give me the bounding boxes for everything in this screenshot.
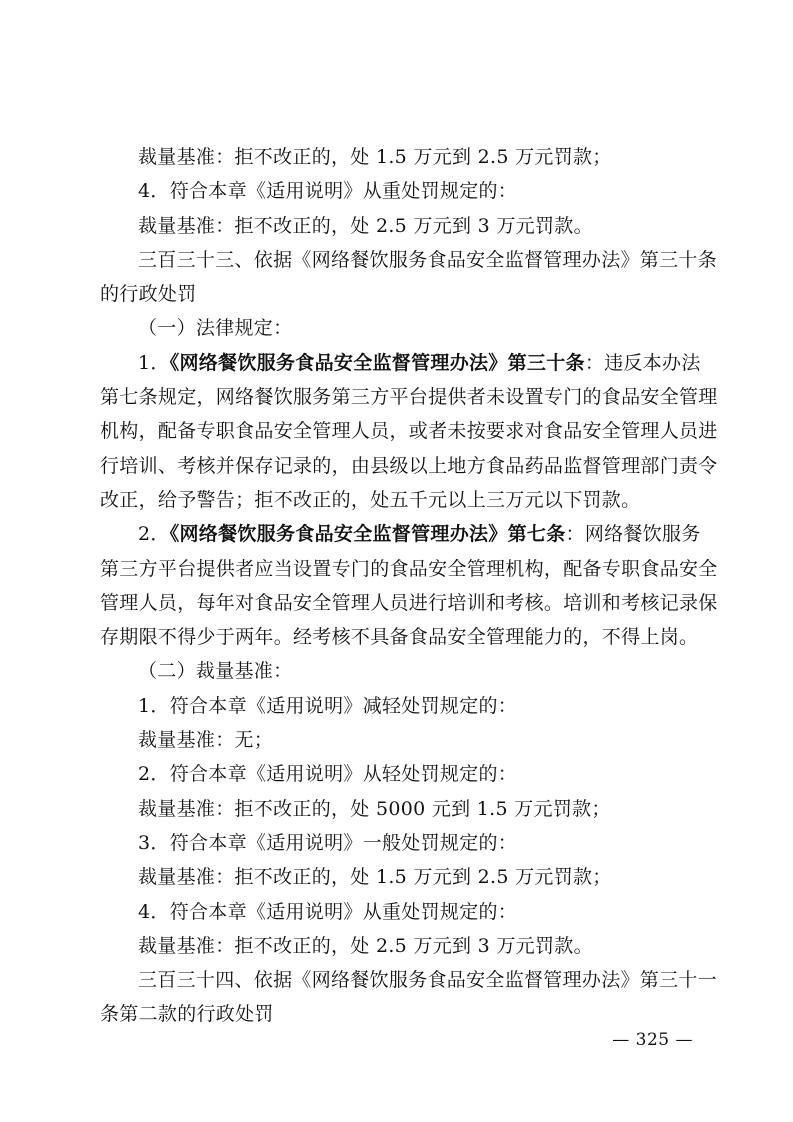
law-text-line: 机构，配备专职食品安全管理人员，或者未按要求对食品安全管理人员进: [100, 420, 718, 443]
discretion-line: 裁量基准：拒不改正的，处 1.5 万元到 2.5 万元罚款；: [138, 866, 612, 889]
body-text: [100, 140, 718, 1032]
criteria-item: 1．符合本章《适用说明》减轻处罚规定的：: [138, 694, 518, 717]
law-article-line: [100, 517, 700, 551]
section-heading: 三百三十四、依据《网络餐饮服务食品安全监督管理办法》第三十一: [138, 969, 718, 992]
section-heading: 三百三十三、依据《网络餐饮服务食品安全监督管理办法》第三十条: [138, 248, 718, 271]
criteria-item: 4．符合本章《适用说明》从重处罚规定的：: [138, 900, 518, 923]
criteria-item: 3．符合本章《适用说明》一般处罚规定的：: [138, 831, 518, 854]
page-number: — 325 —: [612, 1030, 693, 1050]
law-article-line: [100, 346, 700, 380]
law-text: ：违反本办法: [584, 351, 701, 374]
discretion-line: 裁量基准：拒不改正的，处 2.5 万元到 3 万元罚款。: [138, 934, 593, 957]
discretion-line: 裁量基准：拒不改正的，处 1.5 万元到 2.5 万元罚款；: [138, 146, 612, 168]
law-text: ：网络餐饮服务: [565, 523, 701, 546]
law-text-line: 管理人员，每年对食品安全管理人员进行培训和考核。培训和考核记录保: [100, 591, 718, 614]
criteria-item: 4．符合本章《适用说明》从重处罚规定的：: [138, 180, 518, 203]
law-text-line: 第三方平台提供者应当设置专门的食品安全管理机构，配备专职食品安全: [100, 557, 718, 580]
law-citation: 《网络餐饮服务食品安全监督管理办法》第七条: [169, 523, 566, 546]
item-number: 2．: [138, 523, 170, 546]
discretion-line: 裁量基准：拒不改正的，处 2.5 万元到 3 万元罚款。: [138, 214, 593, 237]
section-heading-cont: 条第二款的行政处罚: [100, 1003, 274, 1026]
law-text-line: 存期限不得少于两年。经考核不具备食品安全管理能力的，不得上岗。: [100, 626, 699, 649]
criteria-item: 2．符合本章《适用说明》从轻处罚规定的：: [138, 763, 518, 786]
law-text-line: 第七条规定，网络餐饮服务第三方平台提供者未设置专门的食品安全管理: [100, 386, 718, 409]
law-text-line: 行培训、考核并保存记录的，由县级以上地方食品药品监督管理部门责令: [100, 454, 718, 477]
discretion-line: 裁量基准：无；: [138, 729, 274, 752]
discretion-line: 裁量基准：拒不改正的，处 5000 元到 1.5 万元罚款；: [138, 797, 611, 820]
item-number: 1．: [138, 351, 170, 374]
law-citation: 《网络餐饮服务食品安全监督管理办法》第三十条: [169, 351, 585, 374]
law-text-line: 改正，给予警告；拒不改正的，处五千元以上三万元以下罚款。: [100, 488, 641, 511]
subsection-heading: （一）法律规定：: [138, 317, 293, 340]
section-heading-cont: 的行政处罚: [100, 283, 197, 306]
subsection-heading: （二）裁量基准：: [138, 660, 293, 683]
